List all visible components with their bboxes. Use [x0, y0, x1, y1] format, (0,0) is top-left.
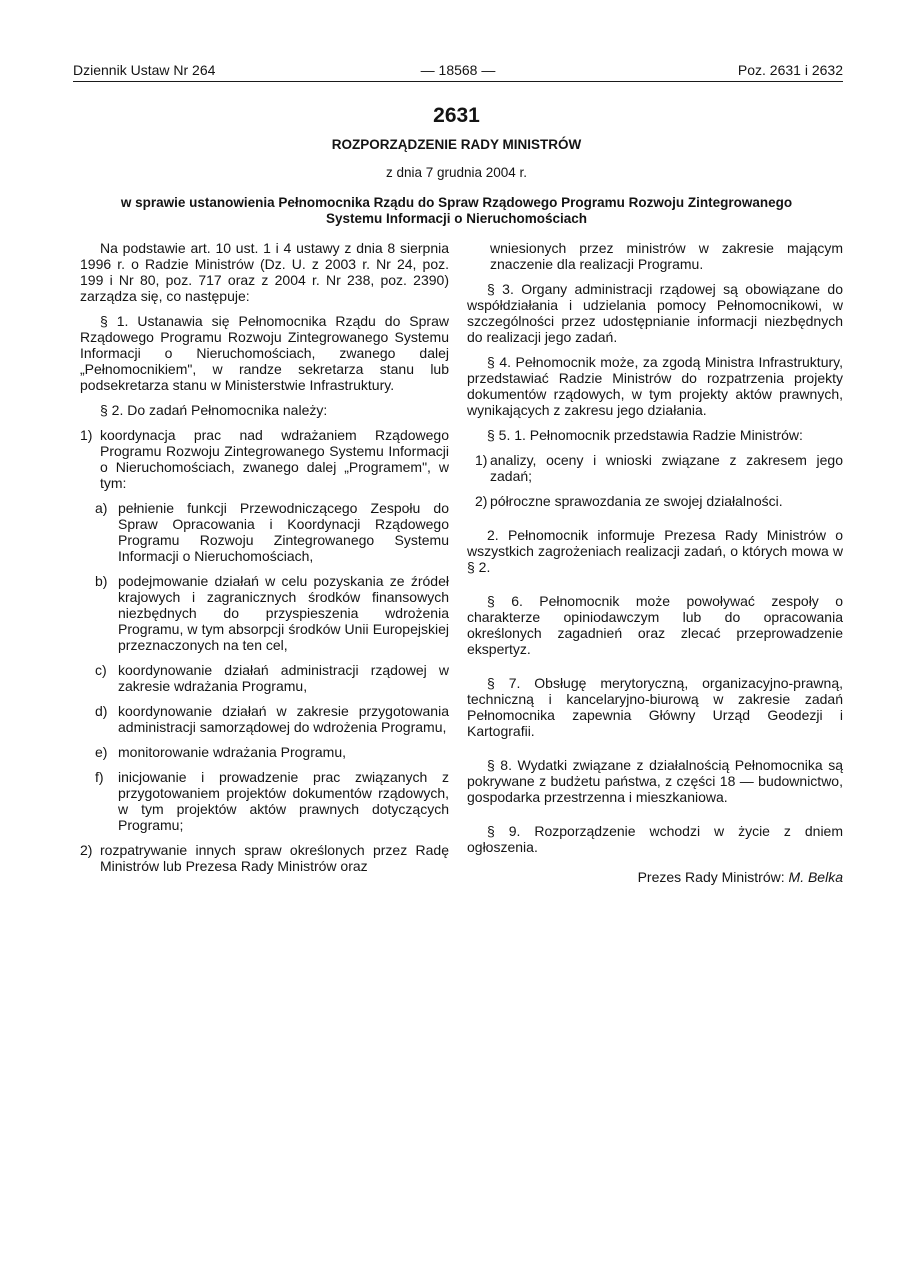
list-item — [80, 427, 449, 491]
list-text: podejmowanie działań w celu pozyskania ze źródeł krajowych i zagranicznych środków finansowych niezbędnych do przyspieszenia wdrożenia Programu, w tym absorpcji środków Unii Europejskiej przeznaczonych na ten cel, — [118, 573, 449, 653]
right-column — [467, 240, 843, 885]
signature-name: M. Belka — [788, 869, 843, 885]
list-item — [80, 500, 449, 564]
list-marker: 1) — [80, 427, 93, 443]
left-column — [80, 240, 449, 883]
list-marker: d) — [95, 703, 108, 719]
act-number: 2631 — [433, 104, 480, 127]
list-text: koordynowanie działań administracji rządowej w zakresie wdrażania Programu, — [118, 662, 449, 694]
act-date: z dnia 7 grudnia 2004 r. — [385, 165, 528, 180]
section-2-intro: § 2. Do zadań Pełnomocnika należy: — [100, 402, 328, 418]
section-7: § 7. Obsługę merytoryczną, organizacyjno-prawną, techniczną i kancelaryjno-biurową w zakresie zadań Pełnomocnika zapewnia Główny Urząd Geodezji i Kartografii. — [467, 675, 843, 739]
page-number: — 18568 — — [420, 62, 496, 78]
list-marker: 2) — [80, 842, 93, 858]
list-item — [80, 769, 449, 833]
list-item — [80, 662, 449, 694]
section-1: § 1. Ustanawia się Pełnomocnika Rządu do Spraw Rządowego Programu Rozwoju Zintegrowanego Systemu Informacji o Nieruchomościach, zwanego dalej „Pełnomocnikiem", w randze sekretarza stanu lub podsekretarza stanu w Ministerstwie Infrastruktury. — [80, 313, 449, 393]
section-9: § 9. Rozporządzenie wchodzi w życie z dniem ogłoszenia. — [467, 823, 843, 855]
list-marker: b) — [95, 573, 108, 589]
list-marker: e) — [95, 744, 108, 760]
list-marker: 2) — [475, 493, 488, 509]
list-text: pełnienie funkcji Przewodniczącego Zespołu do Spraw Opracowania i Koordynacji Rządowego Programu Rozwoju Zintegrowanego Systemu Informacji o Nieruchomościach, — [118, 500, 449, 564]
item-2-continuation: wniesionych przez ministrów w zakresie mającym znaczenie dla realizacji Programu. — [490, 240, 843, 272]
list-text: półroczne sprawozdania ze swojej działalności. — [490, 493, 783, 509]
list-marker: c) — [95, 662, 107, 678]
page-header — [73, 61, 843, 82]
list-marker: 1) — [475, 452, 488, 468]
list-marker: f) — [95, 769, 104, 785]
signature — [467, 869, 843, 885]
act-type: ROZPORZĄDZENIE RADY MINISTRÓW — [331, 137, 582, 152]
list-item — [80, 744, 449, 760]
list-item — [467, 452, 843, 484]
list-text: rozpatrywanie innych spraw określonych przez Radę Ministrów lub Prezesa Rady Ministrów oraz — [100, 842, 449, 874]
position-number: Poz. 2631 i 2632 — [737, 62, 843, 78]
list-item — [467, 493, 843, 509]
list-text: koordynacja prac nad wdrażaniem Rządowego Programu Rozwoju Zintegrowanego Systemu Informacji o Nieruchomościach, zwanego dalej „Programem", w tym: — [100, 427, 449, 491]
act-subject: w sprawie ustanowienia Pełnomocnika Rządu do Spraw Rządowego Programu Rozwoju Zintegrowanego Systemu Informacji o Nieruchomościach — [120, 195, 793, 226]
list-text: analizy, oceny i wnioski związane z zakresem jego zadań; — [490, 452, 843, 484]
list-marker: a) — [95, 500, 108, 516]
section-3: § 3. Organy administracji rządowej są obowiązane do współdziałania i udzielania pomocy Pełnomocnikowi, w szczególności przez udostępnianie informacji niezbędnych do realizacji jego zadań. — [467, 281, 843, 345]
signature-label: Prezes Rady Ministrów: — [637, 869, 785, 885]
section-5-1: § 5. 1. Pełnomocnik przedstawia Radzie Ministrów: — [487, 427, 803, 443]
section-4: § 4. Pełnomocnik może, za zgodą Ministra Infrastruktury, przedstawiać Radzie Ministrów do rozpatrzenia projekty dokumentów rządowych, w tym projekty aktów prawnych, wynikających z zakresu jego działania. — [467, 354, 843, 418]
list-text: inicjowanie i prowadzenie prac związanych z przygotowaniem projektów dokumentów rządowych, w tym projektów aktów prawnych dotyczących Programu; — [118, 769, 449, 833]
preamble: Na podstawie art. 10 ust. 1 i 4 ustawy z dnia 8 sierpnia 1996 r. o Radzie Ministrów (Dz. U. z 2003 r. Nr 24, poz. 199 i Nr 80, poz. 717 oraz z 2004 r. Nr 238, poz. 2390) zarządza się, co następuje: — [80, 240, 449, 304]
list-item — [80, 842, 449, 874]
section-8: § 8. Wydatki związane z działalnością Pełnomocnika są pokrywane z budżetu państwa, z części 18 — budownictwo, gospodarka przestrzenna i mieszkaniowa. — [467, 757, 843, 805]
list-item — [80, 573, 449, 653]
section-5-2: 2. Pełnomocnik informuje Prezesa Rady Ministrów o wszystkich zagrożeniach realizacji zadań, o których mowa w § 2. — [467, 527, 843, 575]
section-6: § 6. Pełnomocnik może powoływać zespoły o charakterze opiniodawczym lub do opracowania określonych zagadnień oraz zlecać przeprowadzenie ekspertyz. — [467, 593, 843, 657]
list-text: monitorowanie wdrażania Programu, — [118, 744, 346, 760]
list-item — [80, 703, 449, 735]
journal-title: Dziennik Ustaw Nr 264 — [73, 62, 216, 78]
list-text: koordynowanie działań w zakresie przygotowania administracji samorządowej do wdrożenia Programu, — [118, 703, 449, 735]
